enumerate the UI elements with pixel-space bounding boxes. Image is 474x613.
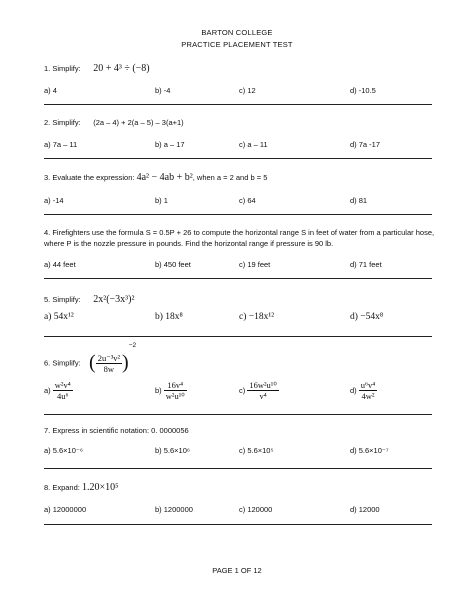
question-1-label: 1. Simplify:	[44, 64, 81, 73]
answer-4b: b) 450 feet	[155, 260, 191, 269]
college-name: BARTON COLLEGE	[201, 28, 273, 37]
question-5	[44, 294, 135, 305]
question-8-label: 8. Expand:	[44, 483, 80, 492]
answer-1a: a) 4	[44, 86, 57, 95]
question-2	[44, 118, 184, 127]
divider	[44, 104, 432, 105]
divider	[44, 336, 432, 337]
question-7-label: 7. Express in scientific notation: 0. 0000056	[44, 426, 189, 435]
question-3-suffix: , when a = 2 and b = 5	[192, 173, 268, 182]
question-6-fraction: $\frac{\text{2u⁻³v²}}{8w}$	[97, 352, 121, 374]
question-3-expression: 4a² − 4ab + b²	[136, 172, 193, 183]
answer-4c: c) 19 feet	[239, 260, 271, 269]
answer-7b: b) 5.6×10⁶	[155, 446, 190, 455]
divider	[44, 158, 432, 159]
answer-7a: a) 5.6×10⁻⁶	[44, 446, 83, 455]
question-6: 6. Simplify: ( $\frac{\text{2u⁻³v²}}{8w}$ )$^{-2}$	[44, 342, 137, 374]
question-2-label: 2. Simplify:	[44, 118, 81, 127]
divider	[44, 414, 432, 415]
divider	[44, 214, 432, 215]
answer-3a: a) -14	[44, 196, 64, 205]
divider	[44, 524, 432, 525]
question-6-label: 6. Simplify:	[44, 358, 81, 368]
divider	[44, 278, 432, 279]
test-title: PRACTICE PLACEMENT TEST	[181, 40, 293, 49]
answer-5a: a) 54x¹²	[44, 312, 74, 322]
answer-2a: a) 7a – 11	[44, 140, 78, 149]
question-4-text: 4. Firefighters use the formula S = 0.5P + 26 to compute the horizontal range S in feet of water from a particular hose, where P is the nozzle pressure in pounds. Find the horizontal range if pressure is 90 lb.	[44, 228, 435, 248]
page-number: PAGE 1 OF 12	[212, 566, 262, 575]
answer-8a: a) 12000000	[44, 505, 87, 514]
answer-4a: a) 44 feet	[44, 260, 76, 269]
answer-3b: b) 1	[155, 196, 168, 205]
answer-3d: d) 81	[350, 196, 368, 205]
answer-6d: d) $\frac{\text{u⁶v⁴}}{\text{4w²}}$	[350, 380, 376, 401]
question-5-expression: 2x²(−3x³)²	[93, 294, 135, 305]
answer-7d: d) 5.6×10⁻⁷	[350, 446, 389, 455]
answer-5b: b) 18x⁸	[155, 312, 183, 322]
question-8	[44, 482, 119, 493]
answer-8c: c) 120000	[239, 505, 273, 514]
answer-5d: d) −54x⁸	[350, 312, 384, 322]
answer-5c: c) −18x¹²	[239, 312, 275, 322]
question-2-expression: (2a – 4) + 2(a – 5) – 3(a+1)	[93, 118, 184, 127]
divider	[44, 468, 432, 469]
answer-2d: d) 7a -17	[350, 140, 381, 149]
question-5-label: 5. Simplify:	[44, 295, 81, 304]
question-3	[44, 172, 267, 183]
question-3-label: 3. Evaluate the expression:	[44, 173, 135, 182]
question-8-expression: 1.20×10⁵	[81, 482, 119, 493]
answer-3c: c) 64	[239, 196, 256, 205]
answer-8b: b) 1200000	[155, 505, 193, 514]
answer-4d: d) 71 feet	[350, 260, 382, 269]
answer-2c: c) a – 11	[239, 140, 268, 149]
answer-2b: b) a – 17	[155, 140, 185, 149]
answer-6a: a) $\frac{\text{w²v⁴}}{\text{4u⁶}}$	[44, 380, 71, 401]
answer-1d: d) -10.5	[350, 86, 376, 95]
question-1-expression: 20 + 4³ ÷ (−8)	[93, 63, 150, 74]
question-1	[44, 63, 150, 74]
answer-1b: b) -4	[155, 86, 171, 95]
answer-6c: c) $\frac{\text{16w²u¹⁰}}{\text{v⁴}}$	[239, 380, 277, 401]
question-6-exponent: −2	[128, 342, 137, 349]
answer-7c: c) 5.6×10⁵	[239, 446, 274, 455]
answer-8d: d) 12000	[350, 505, 380, 514]
answer-1c: c) 12	[239, 86, 256, 95]
answer-6b: b) $\frac{\text{16v⁴}}{\text{w²u¹⁰}}$	[155, 380, 185, 401]
